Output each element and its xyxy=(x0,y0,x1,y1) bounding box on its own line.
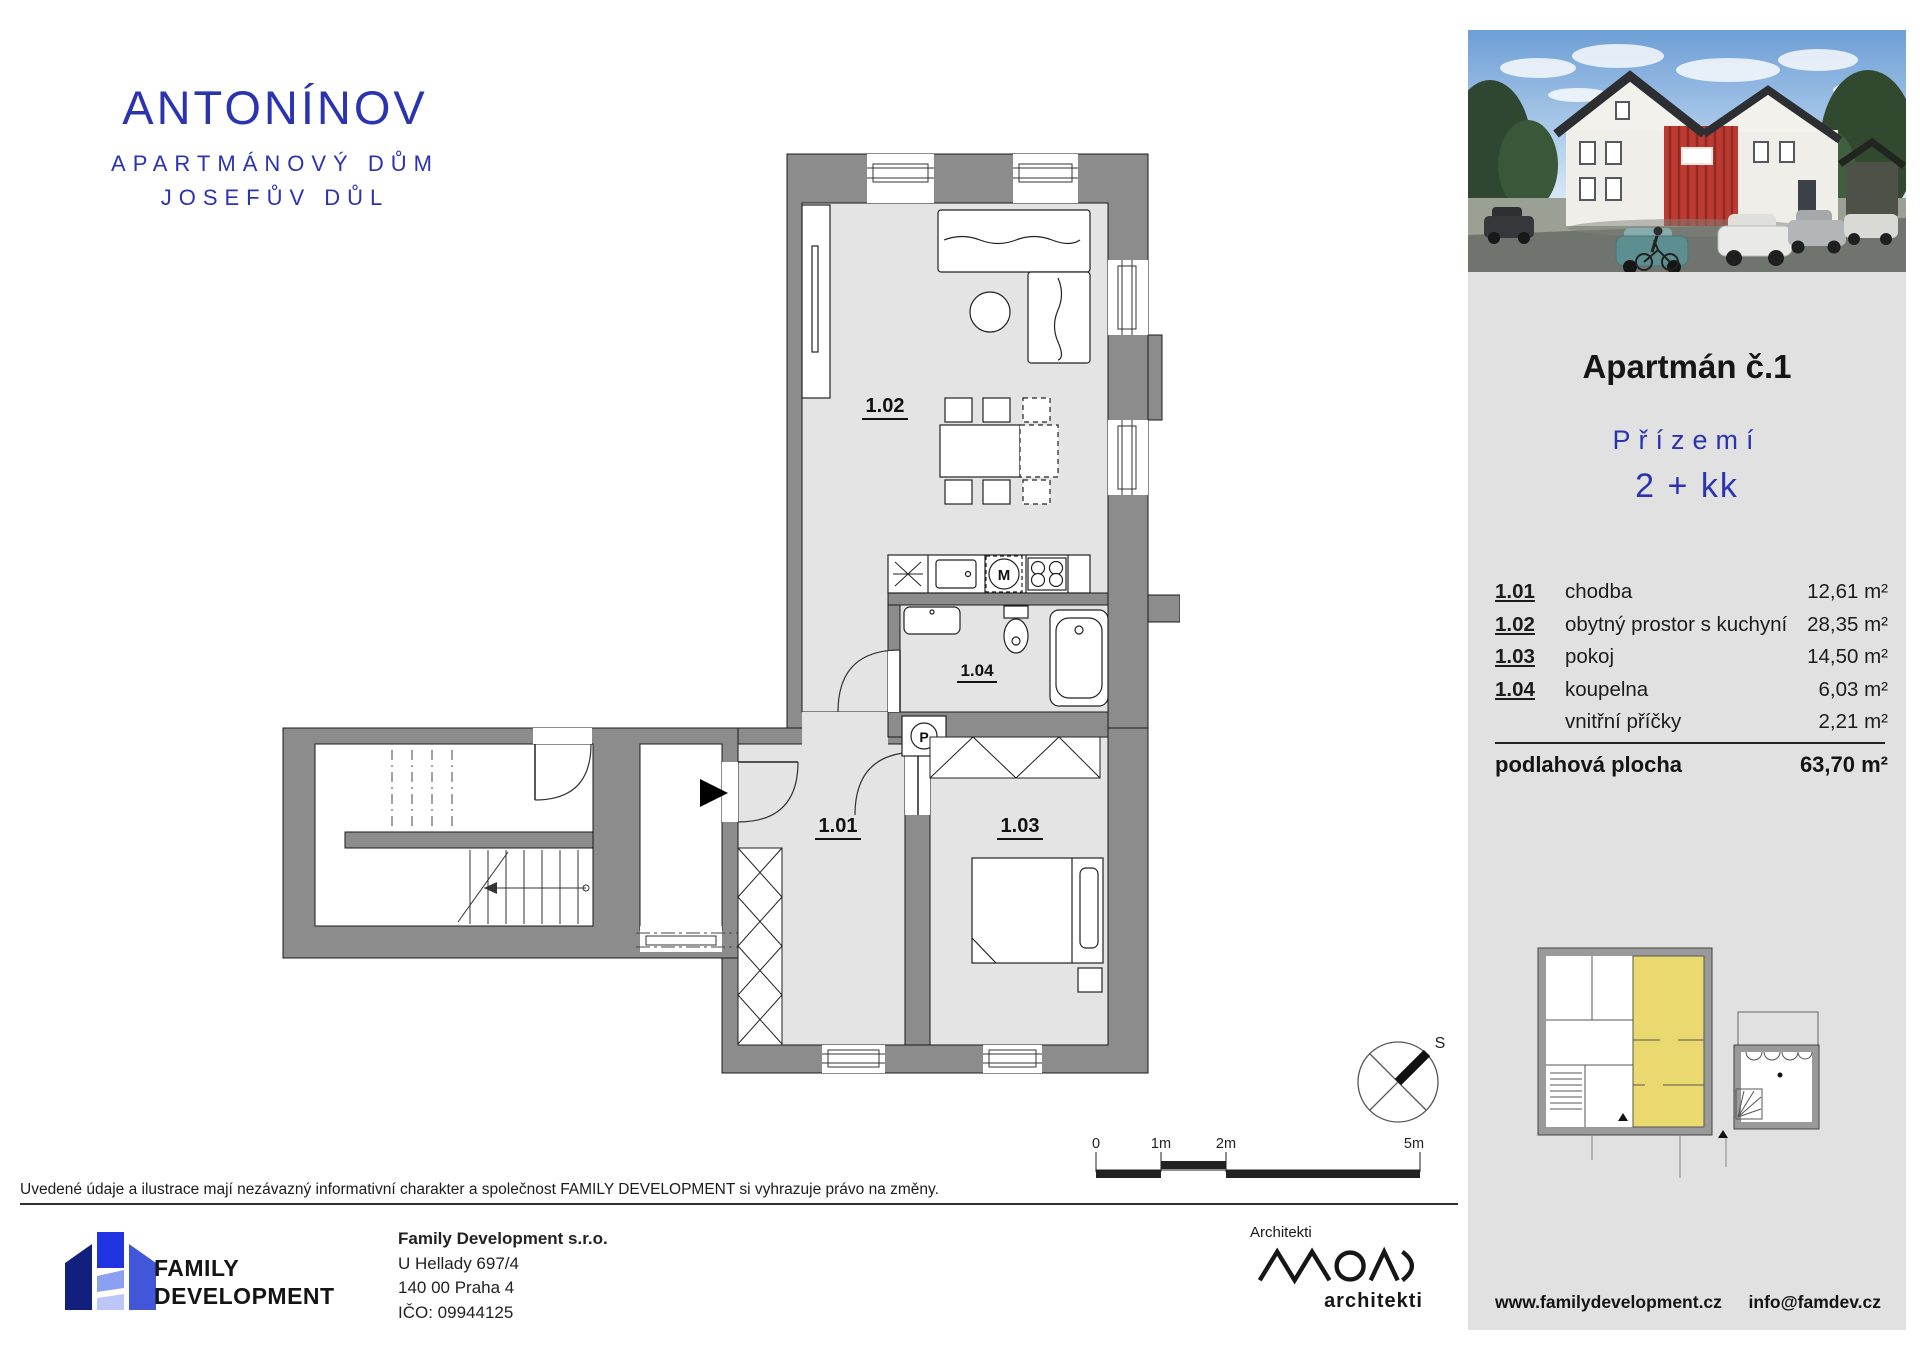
room-name: obytný prostor s kuchyní xyxy=(1565,612,1788,636)
scale-bar xyxy=(1092,1136,1424,1178)
brand-word-1: FAMILY xyxy=(154,1255,240,1281)
scale-0: 0 xyxy=(1091,1136,1101,1152)
total-label: podlahová plocha xyxy=(1495,752,1683,777)
mini-terrain-lines xyxy=(1592,1135,1726,1178)
room-code: 1.03 xyxy=(1495,645,1535,668)
total-area: 63,70 m² xyxy=(1799,752,1888,777)
brand-wordmark xyxy=(154,1254,335,1310)
table-divider xyxy=(1495,742,1885,744)
room-name: chodba xyxy=(1565,580,1633,603)
compass-north-label: S xyxy=(1434,1035,1446,1052)
moad-architekti-logo xyxy=(1255,1243,1423,1289)
chair xyxy=(983,480,1010,504)
chair xyxy=(983,398,1010,422)
highlighted-apartment xyxy=(1633,956,1704,1127)
room-code: 1.04 xyxy=(1495,677,1535,701)
label-appliance-m: M xyxy=(997,567,1011,584)
room-area-table xyxy=(1495,576,1888,739)
chair xyxy=(945,480,972,504)
website-link[interactable]: www.familydevelopment.cz xyxy=(1495,1292,1722,1312)
footer-divider xyxy=(20,1203,1458,1205)
brand-word-2: DEVELOPMENT xyxy=(154,1283,335,1309)
room-area: 12,61 m² xyxy=(1807,580,1888,603)
building-photo xyxy=(1468,30,1906,272)
table-row xyxy=(1495,576,1888,609)
room-code xyxy=(1495,706,1559,739)
nightstand xyxy=(1078,968,1102,992)
architect-logo-subtext: architekti xyxy=(1324,1290,1423,1312)
company-city: 140 00 Praha 4 xyxy=(398,1278,515,1297)
room-code: 1.01 xyxy=(1495,580,1535,603)
table-row xyxy=(1495,674,1888,707)
room-name: pokoj xyxy=(1565,645,1615,668)
main-floorplan-drawing xyxy=(270,140,1180,1090)
table-row xyxy=(1495,706,1888,739)
label-bath: 1.04 xyxy=(960,661,994,680)
contact-links xyxy=(1495,1292,1881,1313)
sofa-vertical xyxy=(1028,272,1090,363)
room-name: vnitřní příčky xyxy=(1565,710,1682,733)
company-ico: IČO: 09944125 xyxy=(398,1302,514,1322)
total-row xyxy=(1495,752,1888,778)
room-area: 14,50 m² xyxy=(1807,645,1888,668)
sidebar-panel xyxy=(1468,30,1906,1330)
company-street: U Hellady 697/4 xyxy=(398,1253,519,1273)
toilet-tank xyxy=(1004,606,1028,618)
room-area: 6,03 m² xyxy=(1818,677,1888,701)
company-name: Family Development s.r.o. xyxy=(398,1229,608,1248)
email-link[interactable]: info@famdev.cz xyxy=(1748,1292,1881,1312)
mini-entrance-marker xyxy=(1718,1130,1728,1138)
family-development-logo-icon xyxy=(62,1230,158,1314)
project-subtitle-1: APARTMÁNOVÝ DŮM xyxy=(111,151,439,176)
company-info xyxy=(398,1227,608,1325)
scale-1m: 1m xyxy=(1150,1136,1172,1152)
label-living: 1.02 xyxy=(865,395,905,417)
project-subtitle-2: JOSEFŮV DŮL xyxy=(160,185,390,210)
scale-5m: 5m xyxy=(1403,1136,1425,1152)
table-row xyxy=(1495,609,1888,642)
chair xyxy=(945,398,972,422)
label-bedroom: 1.03 xyxy=(1000,815,1040,837)
pillow xyxy=(1080,868,1098,948)
apartment-title: Apartmán č.1 xyxy=(1582,348,1792,385)
kitchen xyxy=(888,555,1090,593)
disclaimer-text: Uvedené údaje a ilustrace mají nezávazný informativní charakter a společnost FAMILY DEVELOPMENT si vyhrazuje právo na změny. xyxy=(20,1181,939,1198)
apartment-layout: 2 + kk xyxy=(1635,467,1739,505)
room-code: 1.02 xyxy=(1495,612,1535,636)
compass-and-scale xyxy=(1080,1020,1480,1190)
mini-location-plan xyxy=(1530,945,1910,1180)
room-name: koupelna xyxy=(1565,677,1649,701)
room-area: 2,21 m² xyxy=(1818,710,1888,733)
apartment-floor: Přízemí xyxy=(1612,425,1762,455)
project-title: ANTONÍNOV xyxy=(122,81,428,134)
room-area: 28,35 m² xyxy=(1807,612,1888,636)
coffee-table xyxy=(970,292,1010,332)
table-row xyxy=(1495,641,1888,674)
label-appliance-p: P xyxy=(919,729,929,745)
architect-label: Architekti xyxy=(1250,1224,1312,1241)
toilet xyxy=(1004,619,1028,653)
scale-2m: 2m xyxy=(1215,1136,1237,1152)
label-corridor: 1.01 xyxy=(818,815,858,837)
dining-table xyxy=(940,425,1020,477)
compass-icon xyxy=(1358,1042,1438,1122)
